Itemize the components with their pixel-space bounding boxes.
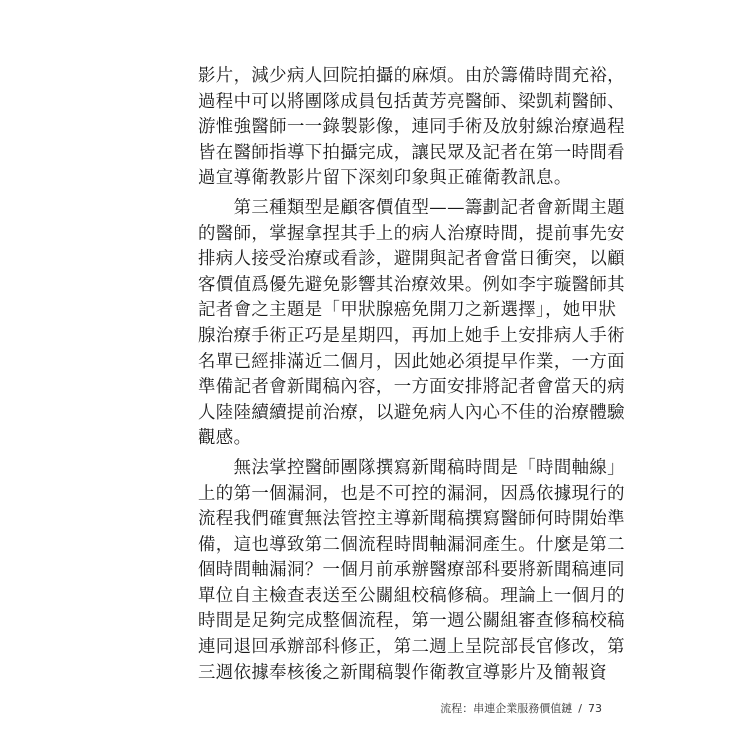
text-line: 無法掌控醫師團隊撰寫新聞稿時間是「時間軸線」 xyxy=(198,457,625,478)
text-line: 游惟強醫師一一錄製影像，連同手術及放射線治療過程 xyxy=(198,117,625,138)
text-line: 三週依據奉核後之新聞稿製作衛教宣導影片及簡報資 xyxy=(198,662,608,683)
text-line: 流程我們確實無法管控主導新聞稿撰寫醫師何時開始準 xyxy=(198,509,625,530)
text-line: 影片，減少病人回院拍攝的麻煩。由於籌備時間充裕， xyxy=(198,66,625,86)
text-line: 記者會之主題是「甲狀腺癌免開刀之新選擇」，她甲狀 xyxy=(198,300,617,321)
text-line: 的醫師，掌握拿捏其手上的病人治療時間，提前事先安 xyxy=(198,223,625,244)
text-line: 名單已經排滿近二個月，因此她必須提早作業，一方面 xyxy=(198,351,625,372)
footer-separator: / xyxy=(578,702,582,715)
running-chapter-title: 流程：串連企業服務價值鏈 xyxy=(440,702,573,715)
text-line: 排病人接受治療或看診，避開與記者會當日衝突，以顧 xyxy=(198,249,625,270)
text-line: 第三種類型是顧客價值型——籌劃記者會新聞主題 xyxy=(198,197,625,218)
text-line: 個時間軸漏洞？一個月前承辦醫療部科要將新聞稿連同 xyxy=(198,560,625,581)
text-line: 準備記者會新聞稿內容，一方面安排將記者會當天的病 xyxy=(198,377,625,398)
paragraph-2 xyxy=(198,196,625,452)
text-line: 客價值爲優先避免影響其治療效果。例如李宇璇醫師其 xyxy=(198,274,625,295)
text-line: 腺治療手術正巧是星期四，再加上她手上安排病人手術 xyxy=(198,325,625,346)
text-line: 過程中可以將團隊成員包括黃芳亮醫師、梁凱莉醫師、 xyxy=(198,91,625,112)
text-line: 人陸陸續續提前治療，以避免病人內心不佳的治療體驗 xyxy=(198,402,625,423)
text-line: 上的第一個漏洞，也是不可控的漏洞，因爲依據現行的 xyxy=(198,483,625,504)
text-line: 過宣導衛教影片留下深刻印象與正確衛教訊息。 xyxy=(198,168,572,189)
paragraph-1 xyxy=(198,64,625,192)
page-footer xyxy=(440,700,602,716)
text-line: 皆在醫師指導下拍攝完成，讓民眾及記者在第一時間看 xyxy=(198,142,625,163)
paragraph-3 xyxy=(198,456,625,686)
text-line: 備，這也導致第二個流程時間軸漏洞產生。什麼是第二 xyxy=(198,534,625,555)
text-line: 觀感。 xyxy=(198,428,252,449)
text-line: 單位自主檢查表送至公關組校稿修稿。理論上一個月的 xyxy=(198,585,625,606)
text-line: 連同退回承辦部科修正，第二週上呈院部長官修改，第 xyxy=(198,637,625,658)
text-line: 時間是足夠完成整個流程，第一週公關組審查修稿校稿 xyxy=(198,611,625,632)
page-number: 73 xyxy=(588,702,602,715)
body-text xyxy=(198,64,625,690)
